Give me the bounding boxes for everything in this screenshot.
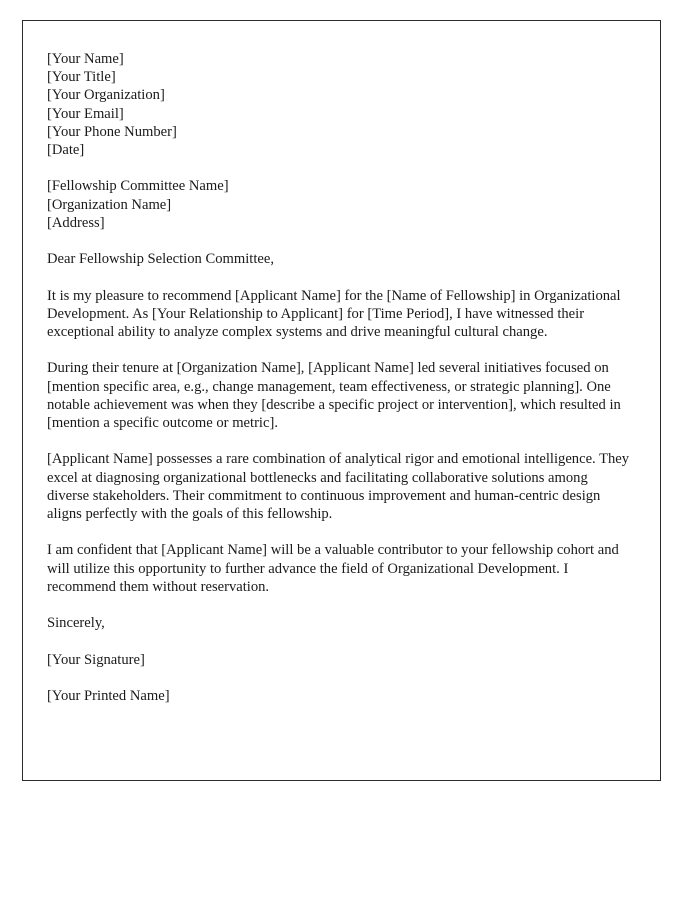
closing-salutation: Sincerely, <box>47 615 105 632</box>
spacer <box>47 523 644 541</box>
letter-date: [Date] <box>47 142 85 159</box>
body-paragraph-4: I am confident that [Applicant Name] will be a valuable contributor to your fellowship cohort and will utilize this opportunity to further advance the field of Organizational Development. I recommend them without reservation. <box>47 542 619 595</box>
spacer <box>47 432 644 450</box>
body-paragraph-1: It is my pleasure to recommend [Applicant Name] for the [Name of Fellowship] in Organizational Development. As [Your Relationship to Applicant] for [Time Period], I have witnessed their exceptional ability to analyze complex systems and drive meaningful cultural change. <box>47 287 621 340</box>
salutation: Dear Fellowship Selection Committee, <box>47 251 274 268</box>
sender-name: [Your Name] <box>47 51 124 67</box>
body-paragraph-3: [Applicant Name] possesses a rare combination of analytical rigor and emotional intelligence. They excel at diagnosing organizational bottlenecks and facilitating collaborative solutions among diverse stakeholders. Their commitment to continuous improvement and human-centric design aligns perfectly with the goals of this fellowship. <box>47 451 630 522</box>
body-paragraph-2: During their tenure at [Organization Name], [Applicant Name] led several initiatives focused on [mention specific area, e.g., change management, team effectiveness, or strategic planning]. One notable achievement was when they [describe a specific project or intervention], which resulted in [mention a specific outcome or metric]. <box>47 360 621 431</box>
sender-address-block <box>47 50 644 159</box>
spacer <box>47 232 644 250</box>
recipient-address: [Address] <box>47 214 105 231</box>
recipient-organization: [Organization Name] <box>47 196 172 213</box>
document-page-border <box>22 20 661 781</box>
recipient-committee-name: [Fellowship Committee Name] <box>47 178 229 195</box>
sender-organization: [Your Organization] <box>47 87 165 104</box>
sender-phone: [Your Phone Number] <box>47 123 177 140</box>
signature-placeholder: [Your Signature] <box>47 651 145 668</box>
spacer <box>47 669 644 687</box>
printed-name: [Your Printed Name] <box>47 687 170 704</box>
spacer <box>47 159 644 177</box>
spacer <box>47 632 644 650</box>
recipient-address-block <box>47 177 644 232</box>
spacer <box>47 596 644 614</box>
spacer <box>47 341 644 359</box>
spacer <box>47 268 644 286</box>
letter-body <box>47 50 644 705</box>
sender-email: [Your Email] <box>47 105 124 122</box>
sender-title: [Your Title] <box>47 69 116 86</box>
